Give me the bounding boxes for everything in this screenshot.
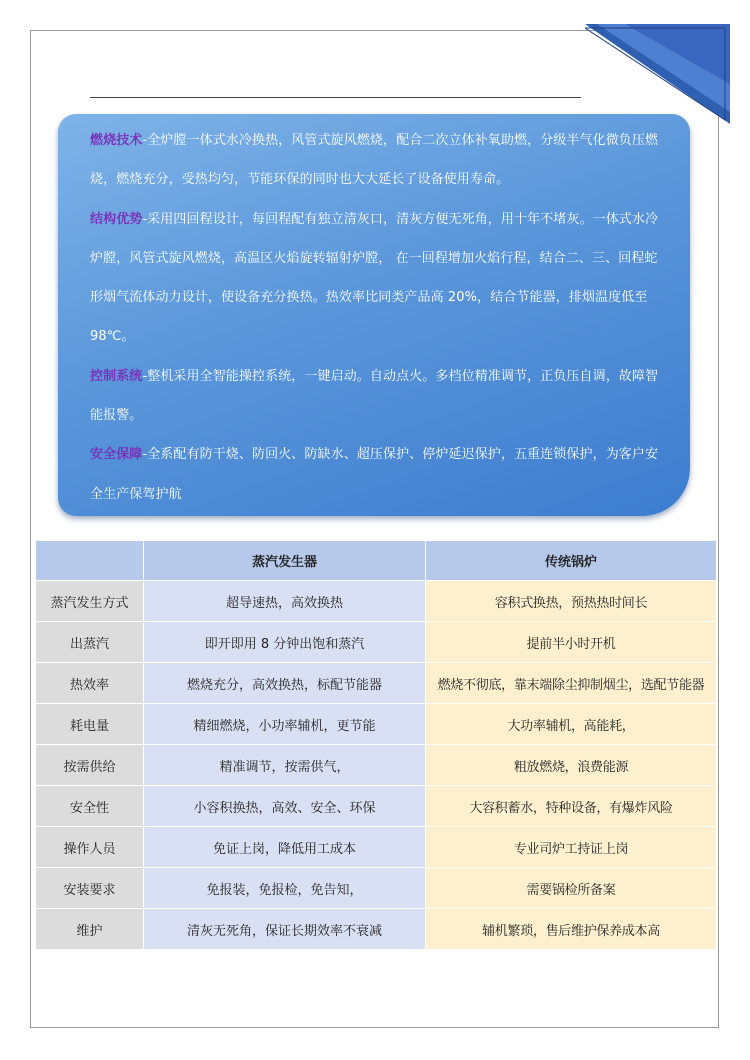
row-label: 操作人员 bbox=[36, 827, 144, 868]
table-header-row bbox=[36, 541, 717, 581]
row-label: 耗电量 bbox=[36, 704, 144, 745]
feature-combustion bbox=[90, 121, 668, 200]
table-row bbox=[36, 868, 717, 909]
boiler-cell: 提前半小时开机 bbox=[426, 622, 717, 663]
table-row bbox=[36, 622, 717, 663]
row-label: 安全性 bbox=[36, 786, 144, 827]
row-label: 热效率 bbox=[36, 663, 144, 704]
table-row bbox=[36, 909, 717, 950]
steam-cell: 免报装，免报检，免告知， bbox=[144, 868, 426, 909]
steam-cell: 免证上岗，降低用工成本 bbox=[144, 827, 426, 868]
table-row bbox=[36, 827, 717, 868]
feature-structure bbox=[90, 200, 668, 357]
table-row bbox=[36, 786, 717, 827]
steam-cell: 超导速热，高效换热 bbox=[144, 581, 426, 622]
steam-cell: 即开即用 8 分钟出饱和蒸汽 bbox=[144, 622, 426, 663]
table-row bbox=[36, 704, 717, 745]
steam-cell: 清灰无死角，保证长期效率不衰减 bbox=[144, 909, 426, 950]
table-row bbox=[36, 745, 717, 786]
steam-cell: 小容积换热，高效、安全、环保 bbox=[144, 786, 426, 827]
feature-label: 安全保障 bbox=[90, 447, 143, 463]
table-header-steam: 蒸汽发生器 bbox=[144, 541, 426, 581]
table-header-blank bbox=[36, 541, 144, 581]
row-label: 按需供给 bbox=[36, 745, 144, 786]
row-label: 维护 bbox=[36, 909, 144, 950]
row-label: 蒸汽发生方式 bbox=[36, 581, 144, 622]
row-label: 安装要求 bbox=[36, 868, 144, 909]
feature-control bbox=[90, 357, 668, 436]
boiler-cell: 专业司炉工持证上岗 bbox=[426, 827, 717, 868]
boiler-cell: 粗放燃烧，浪费能源 bbox=[426, 745, 717, 786]
boiler-cell: 大功率辅机，高能耗， bbox=[426, 704, 717, 745]
corner-decoration bbox=[585, 24, 730, 124]
steam-cell: 燃烧充分，高效换热，标配节能器 bbox=[144, 663, 426, 704]
feature-desc: -采用四回程设计，每回程配有独立清灰口，清灰方便无死角，用十年不堵灰。一体式水冷炉膛，风管式旋风燃烧，高温区火焰旋转辐射炉膛， 在一回程增加火焰行程，结合二、三、回程蛇形烟气流体动力设计，使设备充分换热。热效率比同类产品高 20%，结合节能器，排烟温度低至 98℃。 bbox=[90, 211, 659, 345]
feature-text bbox=[90, 121, 668, 514]
comparison-table bbox=[35, 540, 717, 950]
boiler-cell: 辅机繁琐，售后维护保养成本高 bbox=[426, 909, 717, 950]
boiler-cell: 大容积蓄水，特种设备，有爆炸风险 bbox=[426, 786, 717, 827]
steam-cell: 精准调节，按需供气， bbox=[144, 745, 426, 786]
feature-label: 控制系统 bbox=[90, 368, 143, 384]
table-header-boiler: 传统锅炉 bbox=[426, 541, 717, 581]
header-rule bbox=[90, 97, 581, 98]
steam-cell: 精细燃烧，小功率辅机，更节能 bbox=[144, 704, 426, 745]
feature-desc: -整机采用全智能操控系统，一键启动。自动点火。多档位精准调节，正负压自调，故障智能报警。 bbox=[90, 368, 659, 424]
boiler-cell: 燃烧不彻底，靠末端除尘抑制烟尘，选配节能器 bbox=[426, 663, 717, 704]
feature-desc: -全炉膛一体式水冷换热，风管式旋风燃烧，配合二次立体补氧助燃，分级半气化微负压燃烧，燃烧充分，受热均匀，节能环保的同时也大大延长了设备使用寿命。 bbox=[90, 133, 659, 188]
table-row bbox=[36, 581, 717, 622]
row-label: 出蒸汽 bbox=[36, 622, 144, 663]
feature-label: 结构优势 bbox=[90, 211, 143, 227]
boiler-cell: 容积式换热，预热热时间长 bbox=[426, 581, 717, 622]
feature-desc: -全系配有防干烧、防回火、防缺水、超压保护、停炉延迟保护，五重连锁保护，为客户安全生产保驾护航 bbox=[90, 447, 659, 502]
feature-label: 燃烧技术 bbox=[90, 133, 143, 148]
table-row bbox=[36, 663, 717, 704]
boiler-cell: 需要锅检所备案 bbox=[426, 868, 717, 909]
feature-safety bbox=[90, 435, 668, 514]
